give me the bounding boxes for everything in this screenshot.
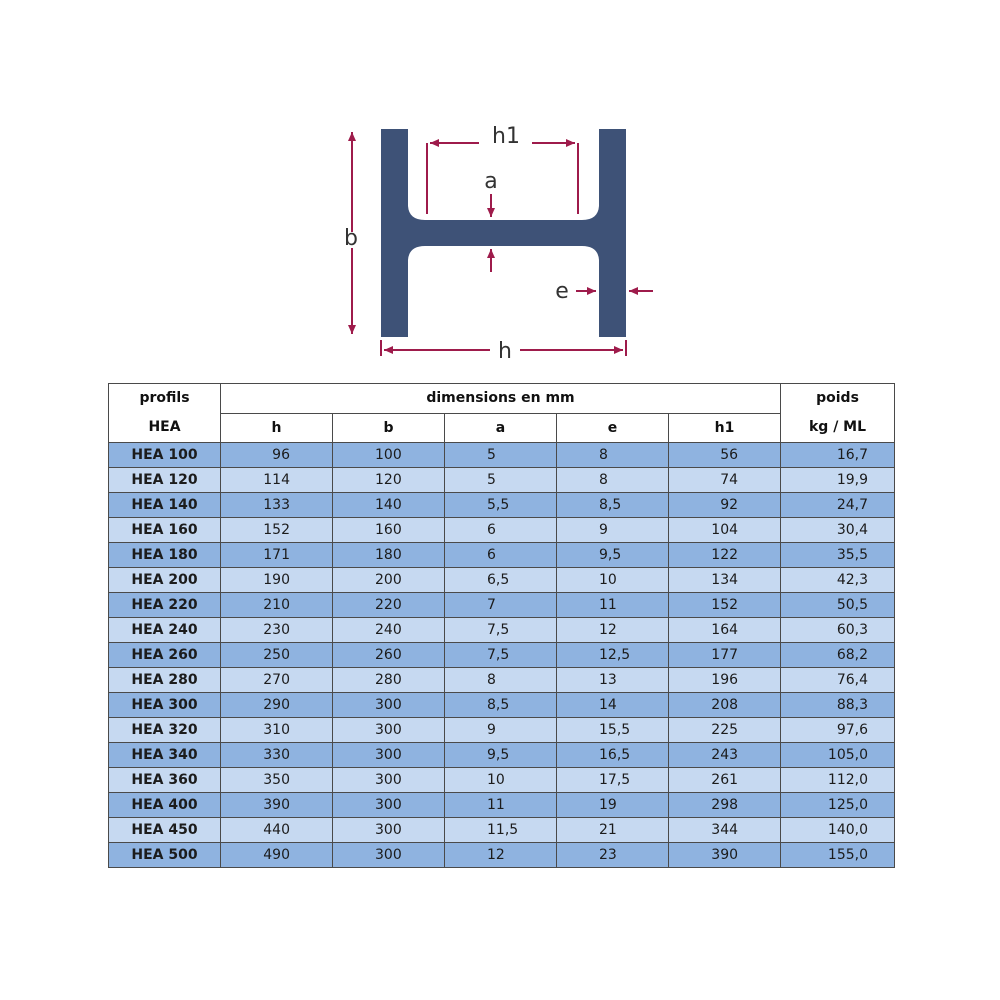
h1-cell: 390 <box>669 843 781 868</box>
e-label: e <box>555 279 569 304</box>
hea-label: HEA <box>148 419 181 435</box>
table-row <box>109 818 895 843</box>
h-cell: 230 <box>221 618 333 643</box>
h1-cell: 344 <box>669 818 781 843</box>
table-row <box>109 718 895 743</box>
weight-cell: 50,5 <box>781 593 895 618</box>
b-cell: 260 <box>333 643 445 668</box>
profile-cell: HEA 140 <box>109 493 221 518</box>
weight-cell: 97,6 <box>781 718 895 743</box>
e-cell: 12 <box>557 618 669 643</box>
table-row <box>109 768 895 793</box>
table-header-row <box>109 384 895 414</box>
a-cell: 5,5 <box>445 493 557 518</box>
e-cell: 9 <box>557 518 669 543</box>
table-row <box>109 793 895 818</box>
b-cell: 180 <box>333 543 445 568</box>
a-cell: 9,5 <box>445 743 557 768</box>
e-cell: 21 <box>557 818 669 843</box>
h1-cell: 298 <box>669 793 781 818</box>
e-cell: 8 <box>557 443 669 468</box>
table-row <box>109 843 895 868</box>
h1-cell: 134 <box>669 568 781 593</box>
table-row <box>109 618 895 643</box>
h-cell: 490 <box>221 843 333 868</box>
table-row <box>109 668 895 693</box>
b-cell: 240 <box>333 618 445 643</box>
h-cell: 390 <box>221 793 333 818</box>
a-cell: 7 <box>445 593 557 618</box>
table-row <box>109 468 895 493</box>
e-cell: 14 <box>557 693 669 718</box>
b-cell: 300 <box>333 693 445 718</box>
profile-cell: HEA 240 <box>109 618 221 643</box>
b-cell: 220 <box>333 593 445 618</box>
a-cell: 8,5 <box>445 693 557 718</box>
table-row <box>109 443 895 468</box>
weight-cell: 76,4 <box>781 668 895 693</box>
weight-cell: 30,4 <box>781 518 895 543</box>
profile-cell: HEA 360 <box>109 768 221 793</box>
col-header-e: e <box>557 413 669 443</box>
profile-cell: HEA 450 <box>109 818 221 843</box>
weight-cell: 16,7 <box>781 443 895 468</box>
b-cell: 300 <box>333 843 445 868</box>
b-cell: 300 <box>333 718 445 743</box>
h-cell: 250 <box>221 643 333 668</box>
table-row <box>109 568 895 593</box>
b-cell: 200 <box>333 568 445 593</box>
h-cell: 350 <box>221 768 333 793</box>
table-row <box>109 518 895 543</box>
e-cell: 8,5 <box>557 493 669 518</box>
hea-beam-diagram <box>330 115 670 370</box>
weight-cell: 125,0 <box>781 793 895 818</box>
b-cell: 300 <box>333 793 445 818</box>
e-cell: 11 <box>557 593 669 618</box>
e-cell: 13 <box>557 668 669 693</box>
b-cell: 280 <box>333 668 445 693</box>
h1-cell: 177 <box>669 643 781 668</box>
h1-cell: 104 <box>669 518 781 543</box>
h-cell: 270 <box>221 668 333 693</box>
h1-cell: 92 <box>669 493 781 518</box>
b-label: b <box>344 226 358 251</box>
poids-label: poids <box>816 390 859 406</box>
a-cell: 9 <box>445 718 557 743</box>
weight-cell: 42,3 <box>781 568 895 593</box>
h-cell: 171 <box>221 543 333 568</box>
weight-cell: 19,9 <box>781 468 895 493</box>
dimensions-header: dimensions en mm <box>221 384 781 414</box>
b-cell: 300 <box>333 768 445 793</box>
unit-label: kg / ML <box>808 419 867 435</box>
b-cell: 300 <box>333 743 445 768</box>
h-cell: 330 <box>221 743 333 768</box>
a-cell: 6 <box>445 543 557 568</box>
table-row <box>109 543 895 568</box>
h-cell: 210 <box>221 593 333 618</box>
table-row <box>109 593 895 618</box>
h1-label: h1 <box>492 124 520 149</box>
profile-cell: HEA 160 <box>109 518 221 543</box>
profile-cell: HEA 220 <box>109 593 221 618</box>
weight-cell: 140,0 <box>781 818 895 843</box>
i-beam-shape <box>381 129 626 337</box>
a-cell: 11,5 <box>445 818 557 843</box>
h-cell: 190 <box>221 568 333 593</box>
h1-cell: 56 <box>669 443 781 468</box>
profile-cell: HEA 500 <box>109 843 221 868</box>
e-cell: 12,5 <box>557 643 669 668</box>
profile-cell: HEA 300 <box>109 693 221 718</box>
profile-cell: HEA 280 <box>109 668 221 693</box>
h-cell: 133 <box>221 493 333 518</box>
col-header-a: a <box>445 413 557 443</box>
e-cell: 17,5 <box>557 768 669 793</box>
h1-cell: 74 <box>669 468 781 493</box>
table-subheader-row <box>109 413 895 443</box>
profile-cell: HEA 180 <box>109 543 221 568</box>
weight-cell: 88,3 <box>781 693 895 718</box>
h-cell: 440 <box>221 818 333 843</box>
h-cell: 96 <box>221 443 333 468</box>
a-cell: 7,5 <box>445 618 557 643</box>
e-cell: 23 <box>557 843 669 868</box>
h1-cell: 152 <box>669 593 781 618</box>
b-cell: 120 <box>333 468 445 493</box>
profile-cell: HEA 120 <box>109 468 221 493</box>
h1-cell: 261 <box>669 768 781 793</box>
e-cell: 8 <box>557 468 669 493</box>
e-cell: 16,5 <box>557 743 669 768</box>
h-label: h <box>498 339 512 364</box>
h1-cell: 196 <box>669 668 781 693</box>
h1-cell: 164 <box>669 618 781 643</box>
profile-cell: HEA 260 <box>109 643 221 668</box>
profils-label: profils <box>139 390 190 406</box>
e-cell: 15,5 <box>557 718 669 743</box>
profile-cell: HEA 200 <box>109 568 221 593</box>
col-header-h1: h1 <box>669 413 781 443</box>
h1-cell: 208 <box>669 693 781 718</box>
col-header-h: h <box>221 413 333 443</box>
a-cell: 6 <box>445 518 557 543</box>
a-cell: 12 <box>445 843 557 868</box>
profils-header <box>109 384 221 443</box>
a-cell: 7,5 <box>445 643 557 668</box>
a-cell: 8 <box>445 668 557 693</box>
weight-cell: 35,5 <box>781 543 895 568</box>
h1-cell: 243 <box>669 743 781 768</box>
weight-cell: 60,3 <box>781 618 895 643</box>
a-cell: 5 <box>445 468 557 493</box>
table-body <box>109 443 895 868</box>
h-cell: 114 <box>221 468 333 493</box>
e-cell: 10 <box>557 568 669 593</box>
h-cell: 290 <box>221 693 333 718</box>
table-row <box>109 743 895 768</box>
h1-dimension <box>427 143 578 214</box>
h1-cell: 122 <box>669 543 781 568</box>
e-cell: 19 <box>557 793 669 818</box>
b-cell: 100 <box>333 443 445 468</box>
b-cell: 300 <box>333 818 445 843</box>
weight-cell: 68,2 <box>781 643 895 668</box>
col-header-b: b <box>333 413 445 443</box>
profile-cell: HEA 400 <box>109 793 221 818</box>
h1-cell: 225 <box>669 718 781 743</box>
b-cell: 160 <box>333 518 445 543</box>
a-label: a <box>484 169 498 194</box>
profile-cell: HEA 320 <box>109 718 221 743</box>
table-row <box>109 493 895 518</box>
b-cell: 140 <box>333 493 445 518</box>
weight-cell: 105,0 <box>781 743 895 768</box>
hea-dimensions-table <box>108 383 895 868</box>
weight-cell: 155,0 <box>781 843 895 868</box>
weight-cell: 24,7 <box>781 493 895 518</box>
table-row <box>109 643 895 668</box>
a-cell: 11 <box>445 793 557 818</box>
a-cell: 5 <box>445 443 557 468</box>
poids-header <box>781 384 895 443</box>
h-cell: 152 <box>221 518 333 543</box>
profile-cell: HEA 340 <box>109 743 221 768</box>
weight-cell: 112,0 <box>781 768 895 793</box>
a-cell: 6,5 <box>445 568 557 593</box>
a-cell: 10 <box>445 768 557 793</box>
table-row <box>109 693 895 718</box>
profile-cell: HEA 100 <box>109 443 221 468</box>
h-cell: 310 <box>221 718 333 743</box>
e-cell: 9,5 <box>557 543 669 568</box>
